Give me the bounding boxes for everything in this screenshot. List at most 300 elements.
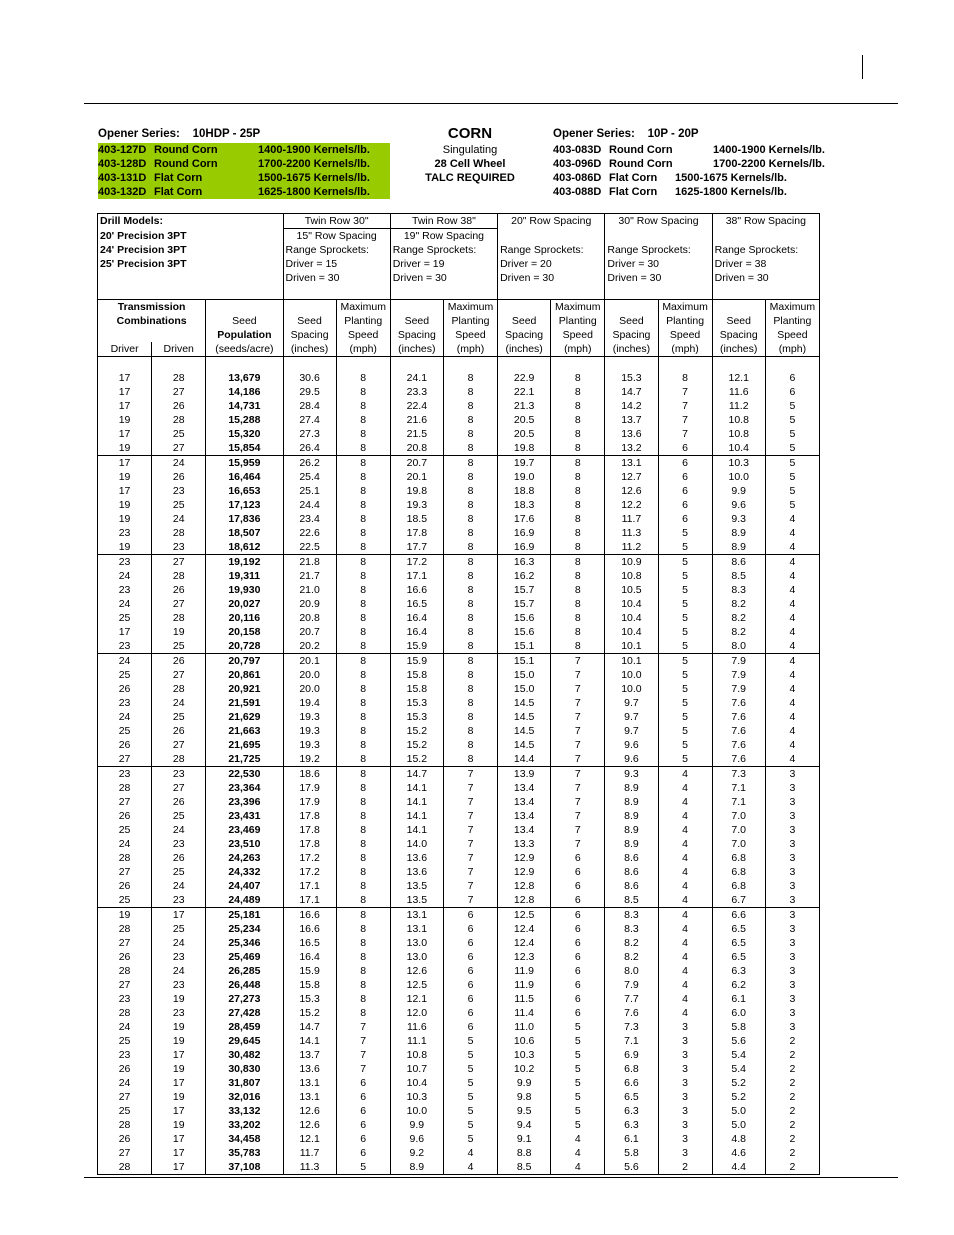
driven-cell: 17 [152, 1160, 206, 1175]
spacing-cell: 8.6 [605, 865, 658, 879]
spacing-cell: 17.8 [283, 823, 336, 837]
spacing-cell: 26.2 [283, 456, 336, 471]
speed-cell: 8 [443, 639, 497, 654]
driver-cell: 25 [98, 893, 152, 908]
spacing-cell: 9.4 [498, 1118, 551, 1132]
speed-cell: 8 [336, 555, 390, 570]
spacing-cell: 10.6 [498, 1034, 551, 1048]
speed-cell: 6 [658, 441, 712, 456]
driven-cell: 26 [152, 851, 206, 865]
table-row [98, 964, 820, 978]
spacing-cell: 24.1 [390, 371, 443, 385]
speed-cell: 6 [551, 922, 605, 936]
speed-cell: 3 [765, 893, 819, 908]
driver-header: Driver [98, 342, 152, 357]
speed-cell: 8 [336, 441, 390, 456]
spacing-cell: 23.4 [283, 512, 336, 526]
opener-right [553, 126, 825, 199]
speed-cell: 7 [551, 710, 605, 724]
spacing-cell: 10.0 [390, 1104, 443, 1118]
speed-cell: 5 [658, 597, 712, 611]
spacing-cell: 7.3 [712, 767, 765, 782]
driver-cell: 25 [98, 1104, 152, 1118]
speed-cell: 8 [658, 371, 712, 385]
speed-cell: 8 [551, 639, 605, 654]
speed-cell: 4 [765, 597, 819, 611]
drill-col-name: Twin Row 30" [283, 214, 390, 229]
driver-cell: 23 [98, 696, 152, 710]
spacing-cell: 9.5 [498, 1104, 551, 1118]
spacing-cell: 6.9 [605, 1048, 658, 1062]
spacing-cell: 29.5 [283, 385, 336, 399]
speed-cell: 6 [443, 992, 497, 1006]
speed-cell: 5 [658, 668, 712, 682]
speed-cell: 6 [551, 978, 605, 992]
table-row [98, 752, 820, 767]
population-cell: 27,273 [206, 992, 283, 1006]
speed-header: (mph) [658, 342, 712, 357]
speed-cell: 5 [551, 1048, 605, 1062]
speed-cell: 4 [765, 682, 819, 696]
spacing-cell: 15.9 [390, 639, 443, 654]
table-row [98, 498, 820, 512]
spacing-cell: 9.3 [712, 512, 765, 526]
speed-cell: 8 [443, 385, 497, 399]
spacing-cell: 15.8 [283, 978, 336, 992]
speed-header: Planting [336, 314, 390, 328]
spacing-cell: 17.9 [283, 795, 336, 809]
drill-col-name: 20" Row Spacing [498, 214, 605, 229]
spacing-cell: 7.6 [712, 724, 765, 738]
table-row [98, 555, 820, 570]
spacing-cell: 5.8 [712, 1020, 765, 1034]
spacing-header: Spacing [283, 328, 336, 342]
speed-cell: 8 [336, 696, 390, 710]
range-label: Range Sprockets: [498, 243, 605, 257]
speed-cell: 8 [551, 569, 605, 583]
population-cell: 32,016 [206, 1090, 283, 1104]
spacing-cell: 8.6 [605, 879, 658, 893]
population-cell: 21,629 [206, 710, 283, 724]
opener-right-item: 403-083D Round Corn 1400-1900 Kernels/lb. [553, 144, 825, 156]
spacing-cell: 17.1 [390, 569, 443, 583]
speed-cell: 7 [443, 893, 497, 908]
spacing-cell: 10.8 [712, 427, 765, 441]
driver-cell: 19 [98, 498, 152, 512]
table-row [98, 809, 820, 823]
drill-col-sub [498, 229, 605, 244]
speed-cell: 4 [765, 668, 819, 682]
population-cell: 30,482 [206, 1048, 283, 1062]
speed-header: (mph) [443, 342, 497, 357]
speed-cell: 8 [336, 809, 390, 823]
speed-cell: 4 [658, 922, 712, 936]
spacing-cell: 12.1 [390, 992, 443, 1006]
population-cell: 25,346 [206, 936, 283, 950]
crop-line-1: Singulating [442, 144, 498, 156]
table-row [98, 654, 820, 669]
speed-cell: 5 [551, 1034, 605, 1048]
speed-cell: 8 [443, 597, 497, 611]
spacing-cell: 10.2 [498, 1062, 551, 1076]
spacing-cell: 7.9 [605, 978, 658, 992]
table-row [98, 625, 820, 639]
speed-cell: 6 [658, 484, 712, 498]
driver-cell: 26 [98, 809, 152, 823]
spacing-cell: 13.4 [498, 809, 551, 823]
speed-cell: 5 [443, 1048, 497, 1062]
driver-cell: 24 [98, 654, 152, 669]
driven-cell: 17 [152, 1104, 206, 1118]
driver-cell: 27 [98, 795, 152, 809]
speed-cell: 3 [765, 950, 819, 964]
spacing-cell: 14.7 [390, 767, 443, 782]
driver-cell: 23 [98, 992, 152, 1006]
table-row [98, 597, 820, 611]
spacing-cell: 10.4 [605, 625, 658, 639]
spacing-cell: 12.6 [283, 1118, 336, 1132]
table-row [98, 583, 820, 597]
speed-cell: 7 [551, 654, 605, 669]
spacing-cell: 11.7 [283, 1146, 336, 1160]
spacing-cell: 16.5 [390, 597, 443, 611]
speed-cell: 8 [551, 399, 605, 413]
spacing-cell: 5.0 [712, 1118, 765, 1132]
driver-cell: 17 [98, 456, 152, 471]
driver-cell: 27 [98, 978, 152, 992]
spacing-cell: 9.7 [605, 724, 658, 738]
speed-cell: 3 [765, 922, 819, 936]
driver-cell: 17 [98, 427, 152, 441]
driven-cell: 28 [152, 569, 206, 583]
population-cell: 14,186 [206, 385, 283, 399]
speed-cell: 8 [336, 597, 390, 611]
table-row [98, 837, 820, 851]
speed-cell: 6 [443, 922, 497, 936]
spacing-cell: 15.9 [283, 964, 336, 978]
spacing-cell: 6.6 [712, 908, 765, 923]
spacing-cell: 11.3 [283, 1160, 336, 1175]
speed-header: Planting [765, 314, 819, 328]
speed-cell: 6 [443, 936, 497, 950]
table-row [98, 724, 820, 738]
spacing-cell: 10.0 [605, 668, 658, 682]
spacing-cell: 15.8 [390, 668, 443, 682]
spacing-cell: 21.5 [390, 427, 443, 441]
spacing-cell: 20.8 [390, 441, 443, 456]
spacing-cell: 10.4 [605, 597, 658, 611]
population-cell: 17,836 [206, 512, 283, 526]
spacing-cell: 12.2 [605, 498, 658, 512]
population-cell: 25,234 [206, 922, 283, 936]
speed-header: (mph) [765, 342, 819, 357]
speed-cell: 2 [765, 1146, 819, 1160]
spacing-cell: 28.4 [283, 399, 336, 413]
spacing-header [498, 300, 551, 315]
driver-cell: 24 [98, 1020, 152, 1034]
spacing-cell: 12.6 [390, 964, 443, 978]
driver-cell: 23 [98, 583, 152, 597]
speed-header: Planting [443, 314, 497, 328]
speed-cell: 8 [443, 427, 497, 441]
speed-cell: 8 [443, 399, 497, 413]
driven-cell: 24 [152, 512, 206, 526]
driven-cell: 27 [152, 385, 206, 399]
driven-cell: 28 [152, 611, 206, 625]
speed-cell: 8 [443, 696, 497, 710]
spacing-cell: 11.2 [712, 399, 765, 413]
speed-cell: 3 [658, 1048, 712, 1062]
driven-cell: 19 [152, 1020, 206, 1034]
spacing-cell: 8.5 [712, 569, 765, 583]
driver-cell: 28 [98, 781, 152, 795]
speed-cell: 4 [765, 696, 819, 710]
table-row [98, 1160, 820, 1175]
spacing-header: Seed [605, 314, 658, 328]
spacing-cell: 8.3 [605, 908, 658, 923]
spacing-cell: 19.3 [283, 710, 336, 724]
speed-cell: 8 [551, 625, 605, 639]
speed-cell: 8 [336, 964, 390, 978]
spacing-header: Seed [283, 314, 336, 328]
spacing-cell: 18.8 [498, 484, 551, 498]
spacing-cell: 9.2 [390, 1146, 443, 1160]
speed-cell: 4 [658, 851, 712, 865]
speed-cell: 3 [658, 1104, 712, 1118]
spacing-cell: 10.5 [605, 583, 658, 597]
speed-cell: 8 [336, 625, 390, 639]
table-row [98, 710, 820, 724]
spacing-cell: 18.5 [390, 512, 443, 526]
spacing-cell: 27.3 [283, 427, 336, 441]
speed-cell: 6 [551, 893, 605, 908]
spacing-cell: 10.8 [390, 1048, 443, 1062]
speed-cell: 3 [765, 781, 819, 795]
spacing-cell: 15.2 [390, 738, 443, 752]
speed-cell: 8 [443, 512, 497, 526]
speed-cell: 3 [658, 1146, 712, 1160]
speed-cell: 7 [551, 781, 605, 795]
spacing-cell: 11.1 [390, 1034, 443, 1048]
spacing-cell: 17.2 [283, 851, 336, 865]
range-driven: Driven = 30 [390, 271, 497, 285]
spacing-cell: 13.7 [605, 413, 658, 427]
driver-cell: 26 [98, 682, 152, 696]
speed-cell: 6 [551, 936, 605, 950]
spacing-cell: 21.3 [498, 399, 551, 413]
spacing-cell: 12.3 [498, 950, 551, 964]
spacing-cell: 7.1 [712, 795, 765, 809]
speed-cell: 7 [443, 879, 497, 893]
drill-model: 25' Precision 3PT [98, 257, 284, 271]
speed-cell: 3 [658, 1090, 712, 1104]
spacing-cell: 13.1 [390, 922, 443, 936]
speed-cell: 2 [765, 1160, 819, 1175]
spacing-cell: 10.4 [605, 611, 658, 625]
spacing-cell: 12.7 [605, 470, 658, 484]
spacing-cell: 14.7 [283, 1020, 336, 1034]
speed-cell: 5 [551, 1104, 605, 1118]
speed-cell: 4 [658, 992, 712, 1006]
spacing-header [605, 300, 658, 315]
population-cell: 19,930 [206, 583, 283, 597]
speed-cell: 6 [336, 1132, 390, 1146]
speed-cell: 3 [765, 908, 819, 923]
speed-cell: 7 [658, 413, 712, 427]
speed-cell: 3 [765, 978, 819, 992]
table-row [98, 978, 820, 992]
speed-cell: 8 [551, 456, 605, 471]
speed-cell: 8 [551, 540, 605, 555]
driver-cell: 27 [98, 936, 152, 950]
speed-cell: 8 [443, 540, 497, 555]
spacing-cell: 6.3 [712, 964, 765, 978]
spacing-header: (inches) [605, 342, 658, 357]
spacing-cell: 19.7 [498, 456, 551, 471]
driver-cell: 26 [98, 879, 152, 893]
speed-cell: 2 [658, 1160, 712, 1175]
population-header: (seeds/acre) [206, 342, 283, 357]
spacing-cell: 17.7 [390, 540, 443, 555]
spacing-cell: 7.7 [605, 992, 658, 1006]
spacing-cell: 22.1 [498, 385, 551, 399]
speed-cell: 8 [443, 752, 497, 767]
speed-cell: 4 [765, 752, 819, 767]
range-driver: Driver = 38 [712, 257, 819, 271]
speed-cell: 7 [336, 1020, 390, 1034]
population-cell: 15,288 [206, 413, 283, 427]
speed-cell: 2 [765, 1076, 819, 1090]
drill-col-name: 38" Row Spacing [712, 214, 819, 229]
spacing-cell: 14.5 [498, 724, 551, 738]
driver-cell: 24 [98, 710, 152, 724]
speed-header: Planting [658, 314, 712, 328]
range-driver: Driver = 20 [498, 257, 605, 271]
spacing-cell: 10.9 [605, 555, 658, 570]
spacing-cell: 12.6 [605, 484, 658, 498]
driven-cell: 28 [152, 371, 206, 385]
speed-cell: 4 [443, 1160, 497, 1175]
spacing-cell: 15.1 [498, 639, 551, 654]
driven-cell: 19 [152, 625, 206, 639]
table-row [98, 767, 820, 782]
spacing-cell: 7.0 [712, 837, 765, 851]
speed-cell: 5 [551, 1090, 605, 1104]
population-cell: 21,663 [206, 724, 283, 738]
speed-cell: 4 [658, 893, 712, 908]
spacing-cell: 15.6 [498, 611, 551, 625]
population-cell: 33,202 [206, 1118, 283, 1132]
table-row [98, 1062, 820, 1076]
speed-cell: 8 [336, 992, 390, 1006]
speed-cell: 4 [658, 950, 712, 964]
driver-cell: 19 [98, 908, 152, 923]
spacing-cell: 12.4 [498, 936, 551, 950]
speed-cell: 7 [443, 865, 497, 879]
table-row [98, 413, 820, 427]
spacing-cell: 14.5 [498, 710, 551, 724]
spacing-cell: 12.5 [498, 908, 551, 923]
speed-cell: 3 [658, 1132, 712, 1146]
spacing-cell: 13.0 [390, 950, 443, 964]
table-row [98, 399, 820, 413]
speed-cell: 4 [658, 879, 712, 893]
driver-cell: 27 [98, 752, 152, 767]
speed-cell: 8 [336, 385, 390, 399]
speed-cell: 3 [765, 823, 819, 837]
population-cell: 33,132 [206, 1104, 283, 1118]
crop-info [410, 124, 530, 185]
spacing-cell: 15.7 [498, 597, 551, 611]
driver-cell: 23 [98, 639, 152, 654]
speed-cell: 8 [443, 738, 497, 752]
spacing-cell: 20.8 [283, 611, 336, 625]
speed-cell: 6 [658, 456, 712, 471]
speed-cell: 8 [336, 823, 390, 837]
spacing-cell: 24.4 [283, 498, 336, 512]
driven-cell: 28 [152, 413, 206, 427]
spacing-cell: 26.4 [283, 441, 336, 456]
driver-cell: 19 [98, 512, 152, 526]
driven-cell: 26 [152, 470, 206, 484]
table-row [98, 738, 820, 752]
speed-cell: 8 [443, 682, 497, 696]
spacing-cell: 17.9 [283, 781, 336, 795]
speed-cell: 4 [658, 978, 712, 992]
spacing-cell: 7.0 [712, 809, 765, 823]
speed-cell: 8 [336, 767, 390, 782]
spacing-cell: 12.4 [498, 922, 551, 936]
spacing-cell: 8.2 [712, 611, 765, 625]
population-cell: 15,854 [206, 441, 283, 456]
spacing-cell: 5.4 [712, 1062, 765, 1076]
spacing-cell: 22.9 [498, 371, 551, 385]
speed-cell: 8 [336, 399, 390, 413]
spacing-cell: 16.4 [283, 950, 336, 964]
spacing-header [283, 300, 336, 315]
opener-right-item: 403-086D Flat Corn 1500-1675 Kernels/lb. [553, 172, 787, 184]
opener-right-item: 403-096D Round Corn 1700-2200 Kernels/lb. [553, 158, 825, 170]
population-cell: 19,311 [206, 569, 283, 583]
speed-cell: 5 [658, 752, 712, 767]
speed-cell: 6 [551, 908, 605, 923]
spacing-cell: 12.8 [498, 893, 551, 908]
spacing-cell: 7.6 [712, 696, 765, 710]
speed-cell: 8 [443, 441, 497, 456]
speed-cell: 6 [765, 385, 819, 399]
speed-header: Speed [443, 328, 497, 342]
speed-cell: 7 [443, 851, 497, 865]
population-header: Population [206, 328, 283, 342]
opener-left-title: Opener Series: 10HDP - 25P [98, 128, 261, 140]
driven-cell: 24 [152, 456, 206, 471]
speed-cell: 8 [336, 668, 390, 682]
spacing-cell: 9.7 [605, 710, 658, 724]
driver-cell: 28 [98, 851, 152, 865]
speed-cell: 8 [336, 795, 390, 809]
speed-cell: 8 [336, 526, 390, 540]
speed-cell: 8 [443, 724, 497, 738]
spacing-cell: 7.9 [712, 668, 765, 682]
driver-cell: 28 [98, 964, 152, 978]
drill-col-sub: 15" Row Spacing [283, 229, 390, 244]
table-row [98, 441, 820, 456]
spacing-cell: 9.3 [605, 767, 658, 782]
drill-model: 20' Precision 3PT [98, 229, 284, 244]
speed-cell: 8 [551, 555, 605, 570]
range-label: Range Sprockets: [712, 243, 819, 257]
speed-cell: 4 [765, 583, 819, 597]
